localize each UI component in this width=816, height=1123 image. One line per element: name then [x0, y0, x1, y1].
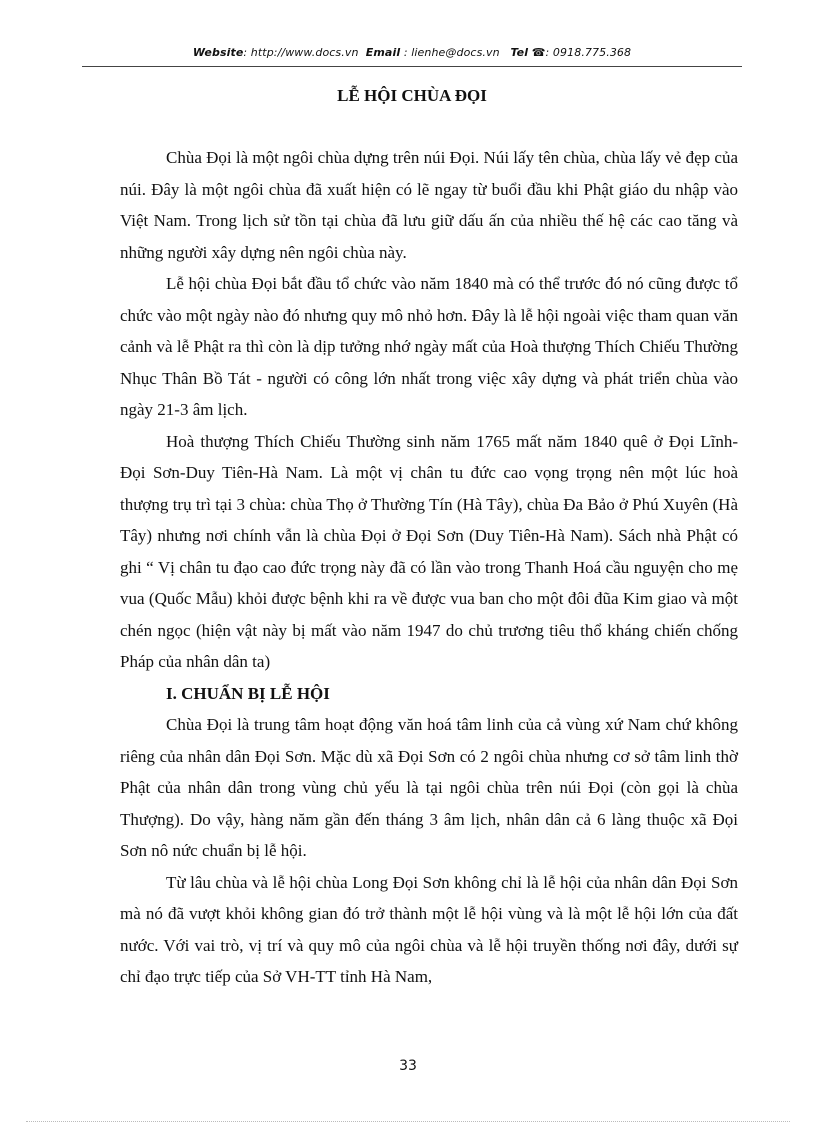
document-title: LỄ HỘI CHÙA ĐỌI [337, 86, 487, 105]
tel-value: : 0918.775.368 [545, 46, 632, 59]
paragraph: Lễ hội chùa Đọi bắt đầu tổ chức vào năm 1840 mà có thể trước đó nó cũng được tổ chức vào một ngày nào đó nhưng quy mô nhỏ hơn. Đây là lễ hội ngoài việc tham quan văn cảnh và lễ Phật ra thì còn là dịp tưởng nhớ ngày mất của Hoà thượng Thích Chiếu Thường Nhục Thân Bồ Tát - người có công lớn nhất trong việc xây dựng và phát triển chùa vào ngày 21-3 âm lịch. [120, 274, 738, 419]
paragraph: Từ lâu chùa và lễ hội chùa Long Đọi Sơn không chỉ là lễ hội của nhân dân Đọi Sơn mà nó đã vượt khỏi không gian đó trở thành một lễ hội vùng và là một lễ hội lớn của đất nước. Với vai trò, vị trí và quy mô của ngôi chùa và lễ hội truyền thống nơi đây, dưới sự chỉ đạo trực tiếp của Sở VH-TT tỉnh Hà Nam, [120, 872, 738, 986]
email-value: : lienhe@docs.vn [403, 46, 500, 59]
document-body [120, 142, 738, 993]
tel-label: Tel [510, 46, 529, 59]
paragraph: Chùa Đọi là trung tâm hoạt động văn hoá tâm linh của cả vùng xứ Nam chứ không riêng của nhân dân Đọi Sơn. Mặc dù xã Đọi Sơn có 2 ngôi chùa nhưng cơ sở tâm linh thờ Phật của nhân dân trong vùng chủ yếu là tại ngôi chùa trên núi Đọi (còn gọi là chùa Thượng). Do vậy, hàng năm gần đến tháng 3 âm lịch, nhân dân cả 6 làng thuộc xã Đọi Sơn nô nức chuẩn bị lễ hội. [120, 715, 738, 860]
telephone-icon: ☎ [531, 46, 546, 59]
paragraph: Chùa Đọi là một ngôi chùa dựng trên núi Đọi. Núi lấy tên chùa, chùa lấy vẻ đẹp của núi. Đây là một ngôi chùa đã xuất hiện có lẽ ngay từ buổi đầu khi Phật giáo du nhập vào Việt Nam. Trong lịch sử tồn tại chùa đã lưu giữ dấu ấn của nhiều thế hệ các cao tăng và những người xây dựng nên ngôi chùa này. [120, 148, 738, 262]
paragraph: Hoà thượng Thích Chiếu Thường sinh năm 1765 mất năm 1840 quê ở Đọi Lĩnh-Đọi Sơn-Duy Tiên-Hà Nam. Là một vị chân tu đức cao vọng trọng nên một lúc hoà thượng trụ trì tại 3 chùa: chùa Thọ ở Thường Tín (Hà Tây), chùa Đa Bảo ở Phú Xuyên (Hà Tây) nhưng nơi chính vẫn là chùa Đọi ở Đọi Sơn (Duy Tiên-Hà Nam). Sách nhà Phật có ghi “ Vị chân tu đạo cao đức trọng này đã có lần vào trong Thanh Hoá cầu nguyện cho mẹ vua (Quốc Mẫu) khỏi được bệnh khi ra về được vua ban cho một đôi đũa Kim giao và một chén ngọc (hiện vật này bị mất vào năm 1947 do chủ trương tiêu thổ kháng chiến chống Pháp của nhân dân ta) [120, 431, 738, 671]
website-label: Website [192, 46, 244, 59]
section-heading: I. CHUẨN BỊ LỄ HỘI [166, 683, 330, 703]
email-label: Email [365, 46, 401, 59]
website-value: : http://www.docs.vn [243, 46, 359, 59]
page-number: 33 [399, 1058, 417, 1074]
page-header [82, 46, 742, 66]
page-bottom-border [26, 1121, 790, 1122]
header-divider [82, 66, 742, 67]
